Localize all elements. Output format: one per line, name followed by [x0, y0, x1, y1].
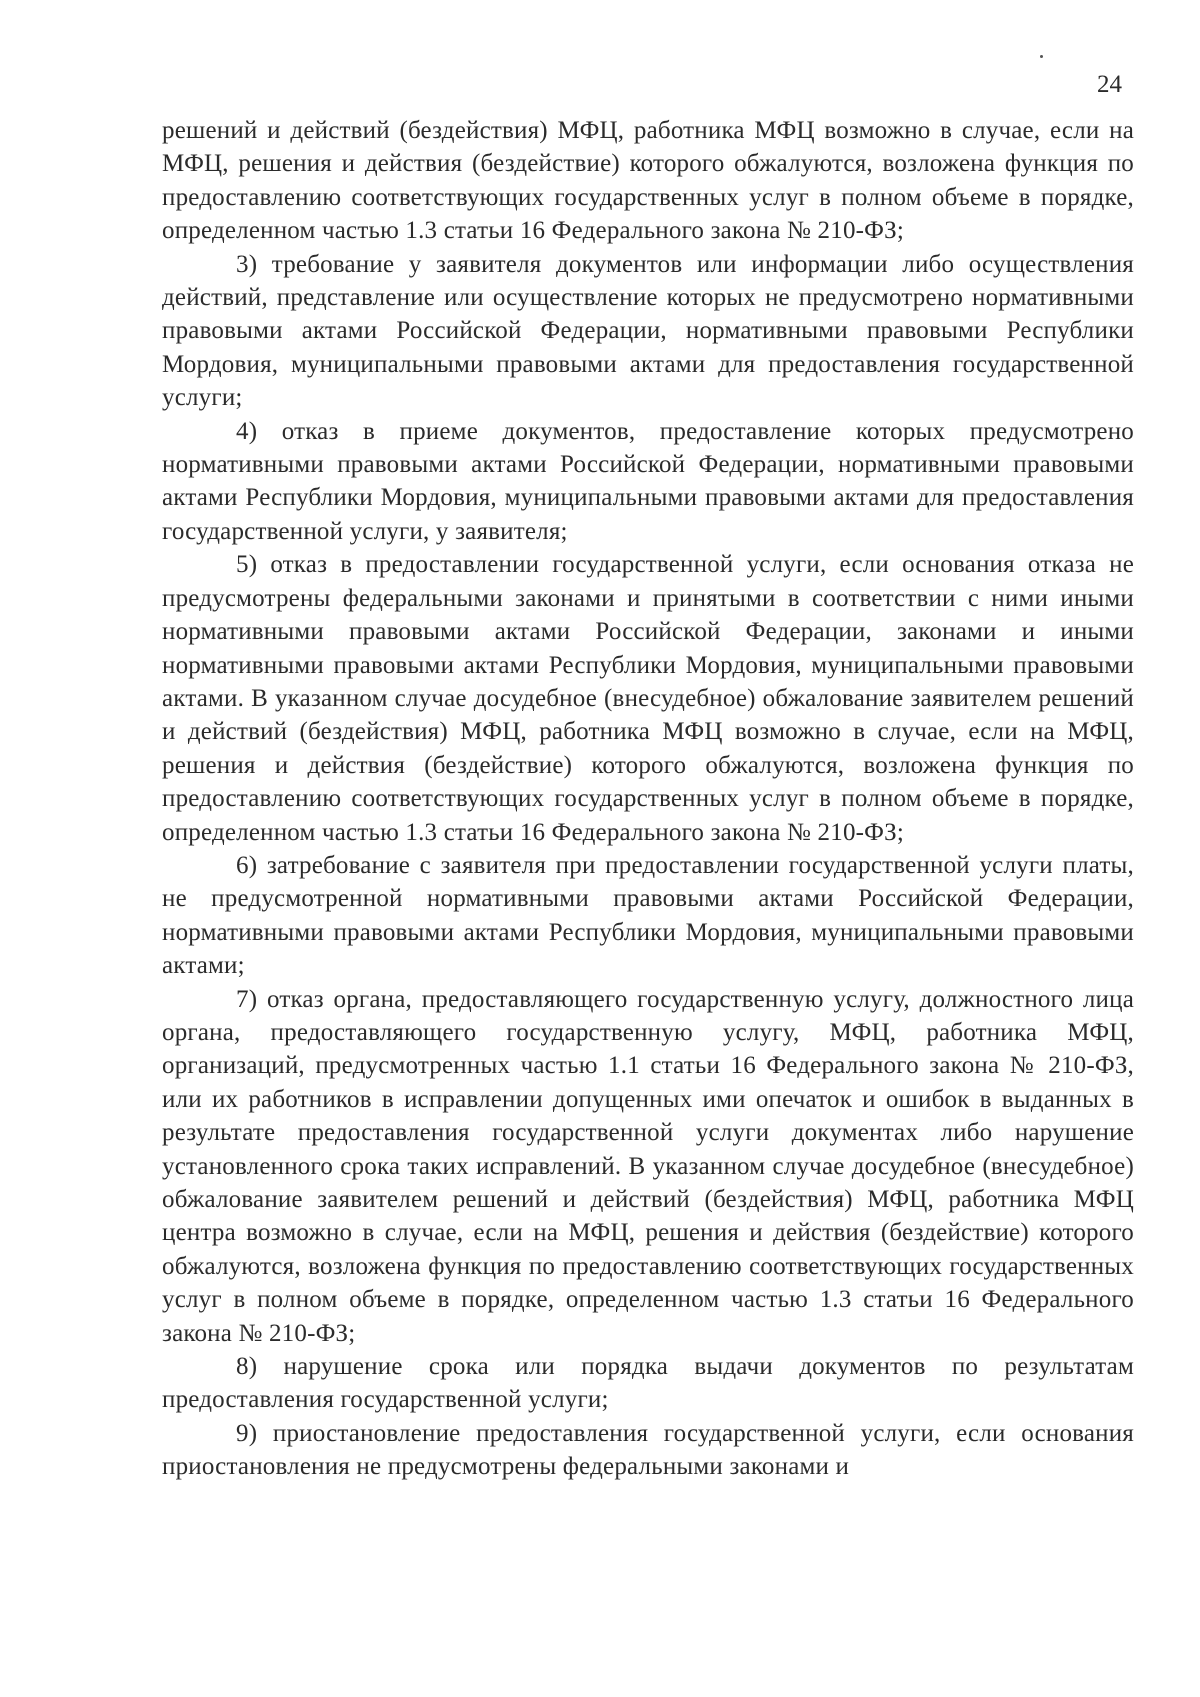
- document-body: [162, 114, 1134, 1484]
- paragraph-item-8: 8) нарушение срока или порядка выдачи документов по результатам предоставления государственной услуги;: [162, 1353, 1134, 1414]
- paragraph-item-7: 7) отказ органа, предоставляющего государственную услугу, должностного лица органа, предоставляющего государственную услугу, МФЦ, работника МФЦ, организаций, предусмотренных частью 1.1 статьи 16 Федерального закона № 210-ФЗ, или их работников в исправлении допущенных ими опечаток и ошибок в выданных в результате предоставления государственной услуги документах либо нарушение установленного срока таких исправлений. В указанном случае досудебное (внесудебное) обжалование заявителем решений и действий (бездействия) МФЦ, работника МФЦ центра возможно в случае, если на МФЦ, решения и действия (бездействие) которого обжалуются, возложена функция по предоставлению соответствующих государственных услуг в полном объеме в порядке, определенном частью 1.3 статьи 16 Федерального закона № 210-ФЗ;: [162, 985, 1134, 1347]
- page-number: 24: [1097, 71, 1122, 98]
- paragraph-item-4: 4) отказ в приеме документов, предоставление которых предусмотрено нормативными правовыми актами Российской Федерации, нормативными правовыми актами Республики Мордовия, муниципальными правовыми актами для предоставления государственной услуги, у заявителя;: [162, 417, 1134, 545]
- paragraph-item-6: 6) затребование с заявителя при предоставлении государственной услуги платы, не предусмотренной нормативными правовыми актами Российской Федерации, нормативными правовыми актами Республики Мордовия, муниципальными правовыми актами;: [162, 851, 1134, 980]
- scan-artifact: [1040, 55, 1043, 58]
- paragraph-item-5: 5) отказ в предоставлении государственной услуги, если основания отказа не предусмотрены федеральными законами и принятыми в соответствии с ними иными нормативными правовыми актами Российской Федерации, законами и иными нормативными правовыми актами Республики Мордовия, муниципальными правовыми актами. В указанном случае досудебное (внесудебное) обжалование заявителем решений и действий (бездействия) МФЦ, работника МФЦ возможно в случае, если на МФЦ, решения и действия (бездействие) которого обжалуются, возложена функция по предоставлению соответствующих государственных услуг в полном объеме в порядке, определенном частью 1.3 статьи 16 Федерального закона № 210-ФЗ;: [162, 551, 1134, 846]
- paragraph-item-3: 3) требование у заявителя документов или информации либо осуществления действий, представление или осуществление которых не предусмотрено нормативными правовыми актами Российской Федерации, нормативными правовыми Республики Мордовия, муниципальными правовыми актами для предоставления государственной услуги;: [162, 250, 1134, 412]
- paragraph-continuation: решений и действий (бездействия) МФЦ, работника МФЦ возможно в случае, если на МФЦ, решения и действия (бездействие) которого обжалуются, возложена функция по предоставлению соответствующих государственных услуг в полном объеме в порядке, определенном частью 1.3 статьи 16 Федерального закона № 210-ФЗ;: [162, 117, 1134, 245]
- paragraph-item-9: 9) приостановление предоставления государственной услуги, если основания приостановления не предусмотрены федеральными законами и: [162, 1419, 1134, 1481]
